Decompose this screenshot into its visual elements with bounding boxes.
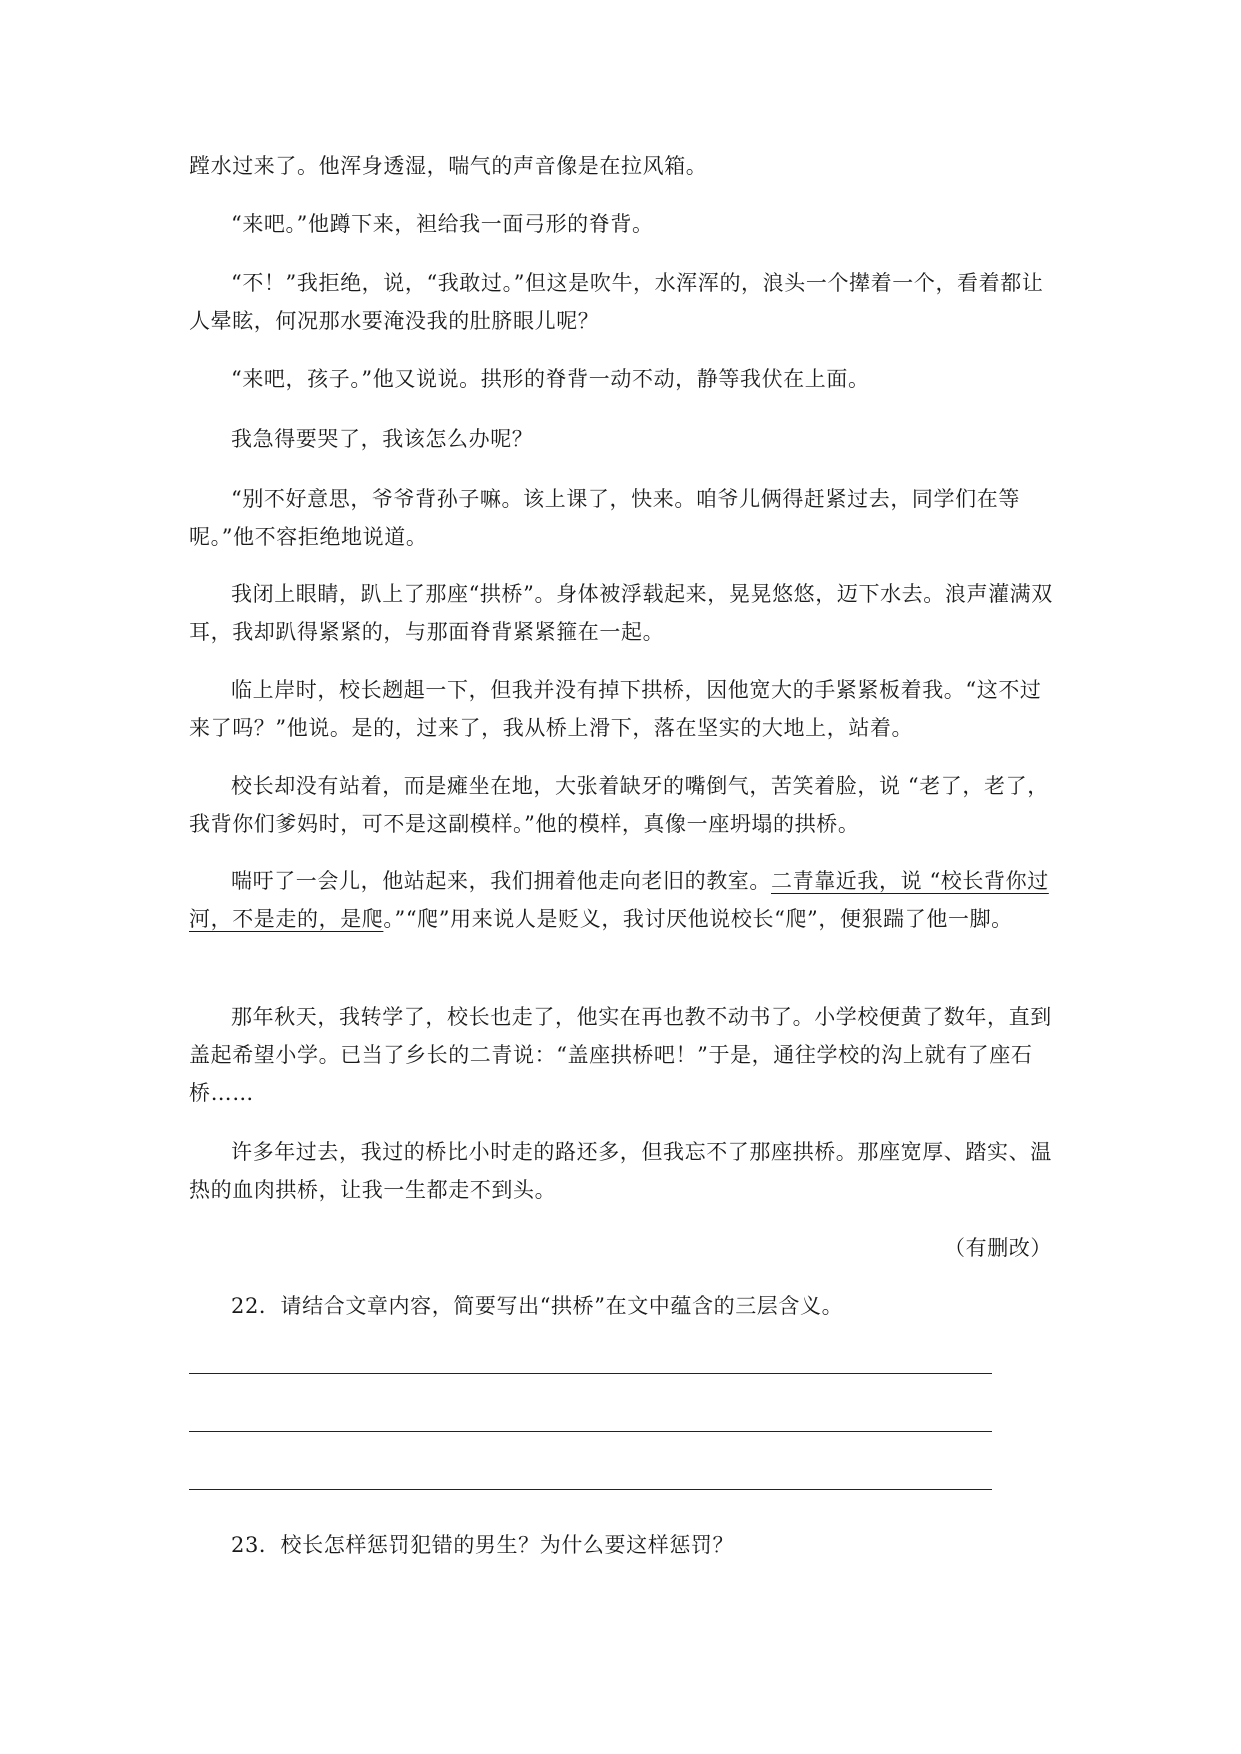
question-22: 22．请结合文章内容，简要写出“拱桥”在文中蕴含的三层含义。 xyxy=(231,1294,844,1318)
paragraph-4: “来吧，孩子。”他又说说。拱形的脊背一动不动，静等我伏在上面。 xyxy=(231,367,870,391)
answer-line-2[interactable] xyxy=(189,1431,992,1432)
paragraph-9: 校长却没有站着，而是瘫坐在地，大张着缺牙的嘴倒气，苦笑着脸，说 “老了，老了，我背你们爹妈时，可不是这副模样。”他的模样，真像一座坍塌的拱桥。 xyxy=(189,774,1049,836)
answer-line-1[interactable] xyxy=(189,1373,992,1374)
paragraph-5: 我急得要哭了，我该怎么办呢？ xyxy=(231,427,534,451)
answer-line-3[interactable] xyxy=(189,1489,992,1490)
question-23: 23．校长怎样惩罚犯错的男生？为什么要这样惩罚？ xyxy=(231,1533,735,1557)
paragraph-10 xyxy=(189,862,1059,938)
paragraph-10-text-end: 。”“爬”用来说人是贬义，我讨厌他说校长“爬”，便狠踹了他一脚。 xyxy=(383,907,1013,931)
source-note: （有删改） xyxy=(944,1236,1052,1260)
paragraph-12: 许多年过去，我过的桥比小时走的路还多，但我忘不了那座拱桥。那座宽厚、踏实、温热的血肉拱桥，让我一生都走不到头。 xyxy=(189,1140,1052,1202)
paragraph-11: 那年秋天，我转学了，校长也走了，他实在再也教不动书了。小学校便黄了数年，直到盖起希望小学。已当了乡长的二青说：“盖座拱桥吧！”于是，通往学校的沟上就有了座石桥…… xyxy=(189,1005,1052,1105)
paragraph-2: “来吧。”他蹲下来，袒给我一面弓形的脊背。 xyxy=(231,212,654,236)
paragraph-3: “不！”我拒绝，说，“我敢过。”但这是吹牛，水浑浑的，浪头一个撵着一个，看着都让人晕眩，何况那水要淹没我的肚脐眼儿呢？ xyxy=(189,271,1044,333)
paragraph-1: 蹚水过来了。他浑身透湿，喘气的声音像是在拉风箱。 xyxy=(189,154,708,178)
paragraph-8: 临上岸时，校长趔趄一下，但我并没有掉下拱桥，因他宽大的手紧紧板着我。“这不过来了吗？”他说。是的，过来了，我从桥上滑下，落在坚实的大地上，站着。 xyxy=(189,678,1042,740)
paragraph-7: 我闭上眼睛，趴上了那座“拱桥”。身体被浮载起来，晃晃悠悠，迈下水去。浪声灌满双耳，我却趴得紧紧的，与那面脊背紧紧箍在一起。 xyxy=(189,582,1053,644)
underlined-sentence: 二青靠近我，说 “校长背你过河，不是走的，是爬 xyxy=(189,869,1049,931)
paragraph-6: “别不好意思，爷爷背孙子嘛。该上课了，快来。咱爷儿俩得赶紧过去，同学们在等呢。”他不容拒绝地说道。 xyxy=(189,487,1020,549)
paragraph-10-text: 喘吁了一会儿，他站起来，我们拥着他走向老旧的教室。 xyxy=(231,869,771,893)
